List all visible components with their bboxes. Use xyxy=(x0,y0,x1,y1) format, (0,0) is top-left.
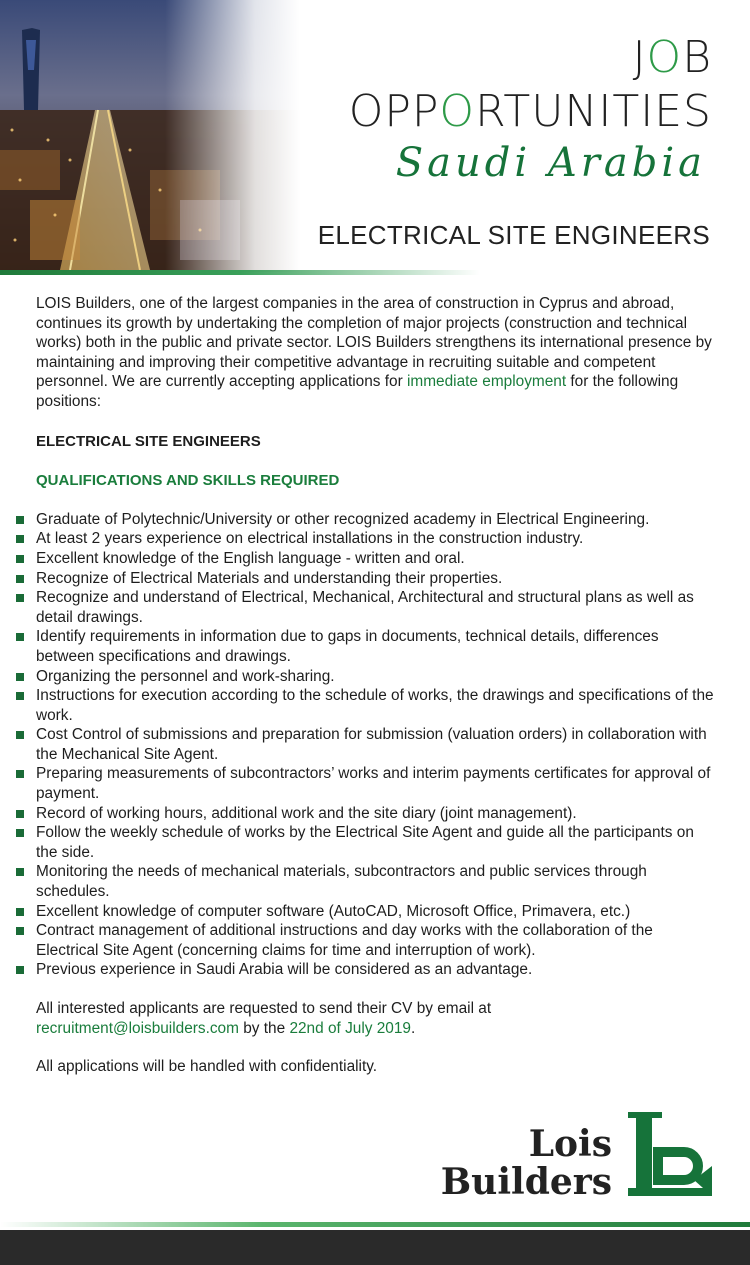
title-job: JOB xyxy=(632,32,712,83)
immediate-employment-highlight: immediate employment xyxy=(407,373,567,391)
page-subtitle: ELECTRICAL SITE ENGINEERS xyxy=(317,220,710,250)
square-bullet-icon xyxy=(16,673,24,681)
header xyxy=(0,0,750,278)
requirement-item: Record of working hours, additional work and the site diary (joint management). xyxy=(16,804,716,824)
title-opportunities: OPPORTUNITIES xyxy=(348,86,712,137)
requirement-item: Recognize and understand of Electrical, Mechanical, Architectural and structural plans as well as detail drawings. xyxy=(16,588,716,627)
requirements-list xyxy=(16,510,716,980)
square-bullet-icon xyxy=(16,731,24,739)
requirement-item: Instructions for execution according to the schedule of works, the drawings and specifications of the work. xyxy=(16,686,716,725)
square-bullet-icon xyxy=(16,692,24,700)
recruitment-email-link[interactable]: recruitment@loisbuilders.com xyxy=(36,1019,239,1037)
requirement-item: Preparing measurements of subcontractors’ works and interim payments certificates for approval of payment. xyxy=(16,764,716,803)
square-bullet-icon xyxy=(16,575,24,583)
requirement-item: Cost Control of submissions and preparation for submission (valuation orders) in collaboration with the Mechanical Site Agent. xyxy=(16,725,716,764)
square-bullet-icon xyxy=(16,594,24,602)
footer-bar xyxy=(0,1230,750,1265)
main-content xyxy=(36,294,716,1077)
requirement-item: Identify requirements in information due to gaps in documents, technical details, differences between specifications and drawings. xyxy=(16,627,716,666)
square-bullet-icon xyxy=(16,770,24,778)
requirement-item: Monitoring the needs of mechanical materials, subcontractors and public services through schedules. xyxy=(16,862,716,901)
footer-accent-line xyxy=(0,1222,750,1227)
requirement-item: Previous experience in Saudi Arabia will be considered as an advantage. xyxy=(16,960,716,980)
header-accent-line xyxy=(0,270,480,275)
square-bullet-icon xyxy=(16,908,24,916)
requirement-item: Organizing the personnel and work-sharing. xyxy=(16,667,716,687)
requirement-item: Contract management of additional instructions and day works with the collaboration of the Electrical Site Agent (concerning claims for time and interruption of work). xyxy=(16,921,716,960)
riyadh-city-night-photo xyxy=(0,0,300,272)
intro-paragraph: LOIS Builders, one of the largest companies in the area of construction in Cyprus and abroad, continues its growth by undertaking the completion of major projects (construction and technical works) both in the public and private sector. LOIS Builders strengthens its international presence by maintaining and improving their competitive advantage in recruiting suitable and competent personnel. We are currently accepting applications for immediate employment for the following positions: xyxy=(36,295,712,410)
requirement-item: Excellent knowledge of the English language - written and oral. xyxy=(16,549,716,569)
requirement-item: Graduate of Polytechnic/University or other recognized academy in Electrical Engineering. xyxy=(16,510,716,530)
application-deadline: 22nd of July 2019 xyxy=(289,1019,411,1037)
requirement-item: Follow the weekly schedule of works by the Electrical Site Agent and guide all the participants on the side. xyxy=(16,823,716,862)
position-title: ELECTRICAL SITE ENGINEERS xyxy=(36,432,261,450)
square-bullet-icon xyxy=(16,868,24,876)
lb-logo-mark-icon xyxy=(624,1112,714,1198)
square-bullet-icon xyxy=(16,555,24,563)
location-saudi-arabia: Saudi Arabia xyxy=(395,140,706,186)
requirement-item: Excellent knowledge of computer software (AutoCAD, Microsoft Office, Primavera, etc.) xyxy=(16,902,716,922)
company-logo-text: Lois Builders xyxy=(440,1123,612,1203)
apply-paragraph: All interested applicants are requested to send their CV by email at recruitment@loisbuilders.com by the 22nd of July 2019. xyxy=(36,1000,492,1037)
square-bullet-icon xyxy=(16,633,24,641)
confidentiality-note: All applications will be handled with confidentiality. xyxy=(36,1058,378,1076)
square-bullet-icon xyxy=(16,829,24,837)
qualifications-title: QUALIFICATIONS AND SKILLS REQUIRED xyxy=(36,472,340,490)
square-bullet-icon xyxy=(16,927,24,935)
square-bullet-icon xyxy=(16,966,24,974)
requirement-item: Recognize of Electrical Materials and understanding their properties. xyxy=(16,569,716,589)
square-bullet-icon xyxy=(16,810,24,818)
requirement-item: At least 2 years experience on electrical installations in the construction industry. xyxy=(16,529,716,549)
square-bullet-icon xyxy=(16,516,24,524)
square-bullet-icon xyxy=(16,535,24,543)
